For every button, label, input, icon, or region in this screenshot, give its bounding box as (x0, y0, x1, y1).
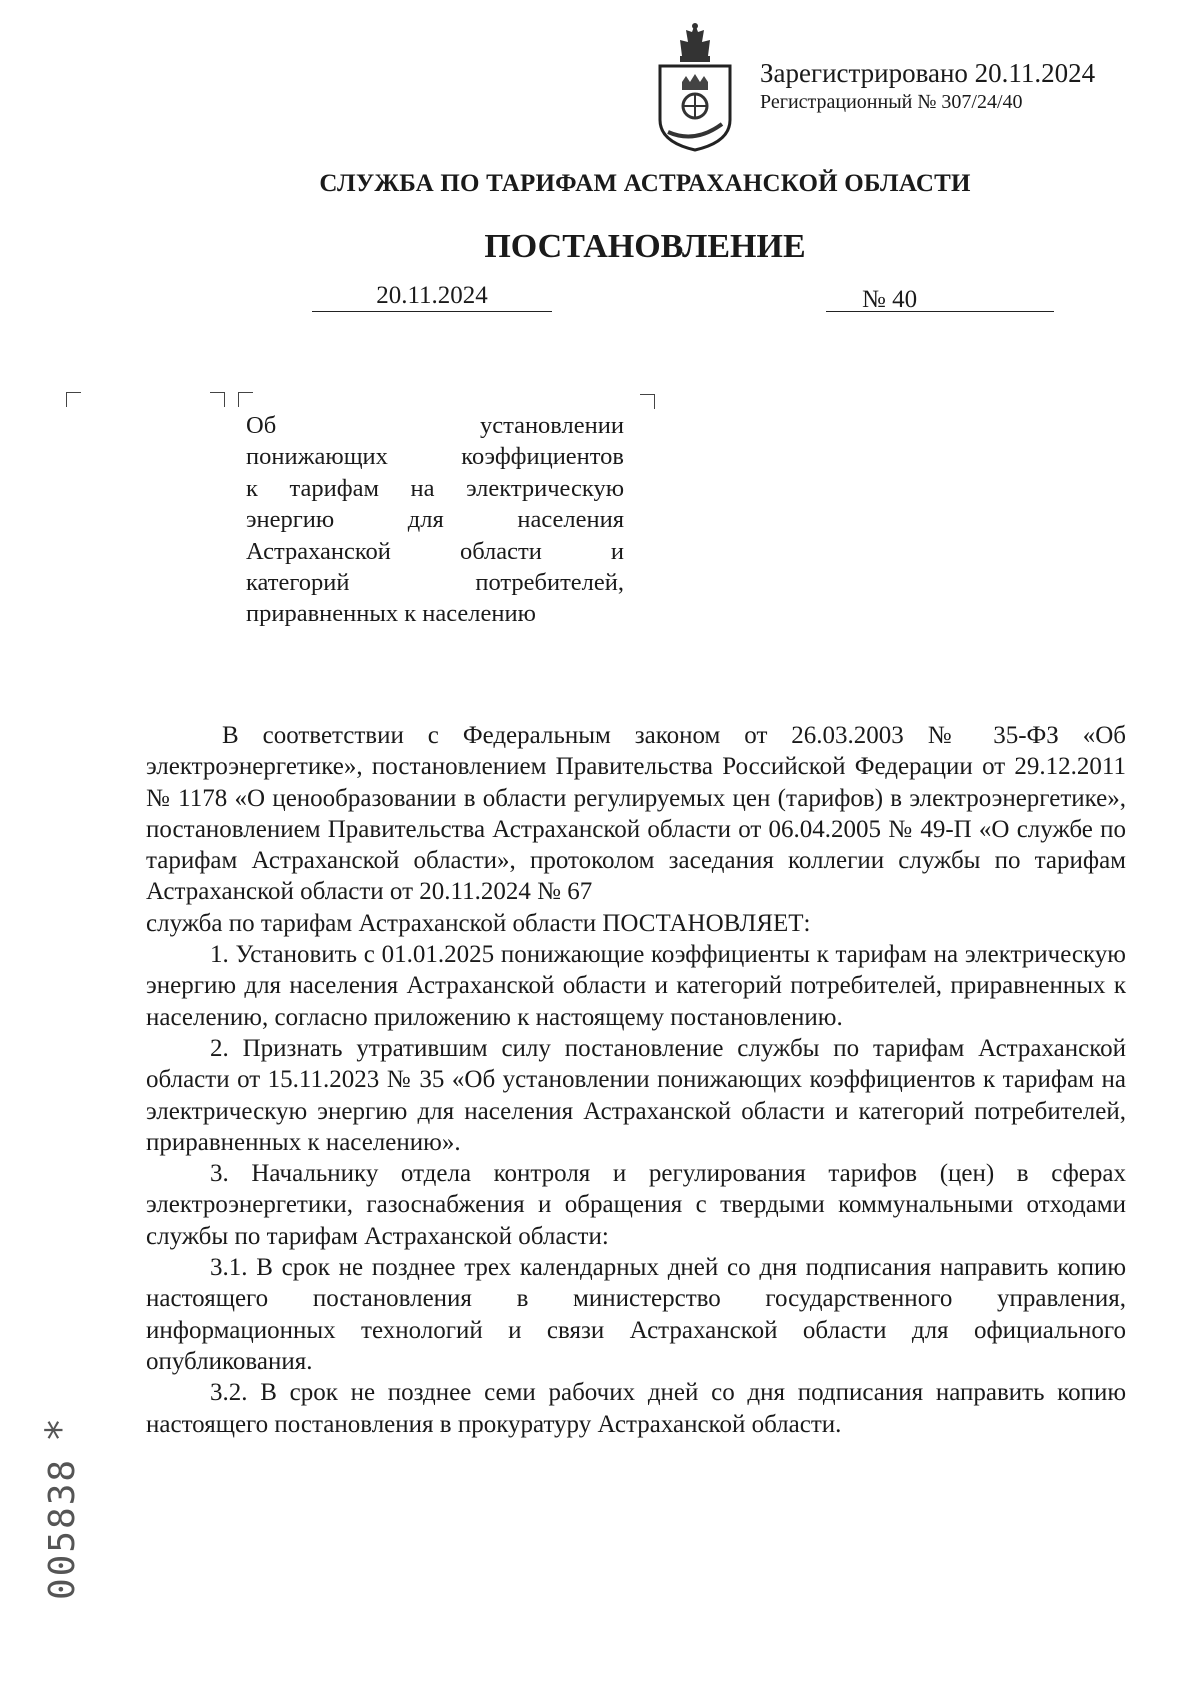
registration-date: Зарегистрировано 20.11.2024 (760, 58, 1096, 88)
subject-line: к тарифам на электрическую (246, 474, 624, 502)
document-date: 20.11.2024 (312, 282, 552, 312)
bracket-corner (66, 392, 81, 407)
clause-2: 2. Признать утратившим силу постановление службы по тарифам Астраханской области от 15.11.2023 № 35 «Об установлении понижающих коэффициентов к тарифам на электрическую энергию для населения Астраханской области и категорий потребителей, приравненных к населению». (146, 1034, 1126, 1156)
document-type: ПОСТАНОВЛЕНИЕ (484, 228, 806, 265)
document-body (146, 720, 1126, 1440)
document-subject (246, 410, 624, 630)
subject-line: понижающих коэффициентов (246, 443, 624, 471)
document-number-field (826, 286, 1054, 315)
bracket-corner (210, 392, 225, 407)
registration-block (760, 58, 1095, 114)
clause-1: 1. Установить с 01.01.2025 понижающие коэффициенты к тарифам на электрическую энергию для населения Астраханской области и категорий потребителей, приравненных к населению, согласно приложению к настоящему постановлению. (146, 941, 1126, 1031)
stamp-mark: * (38, 1415, 84, 1442)
astrakhan-coat-of-arms-icon (652, 20, 738, 154)
stamp-number: 005838 (42, 1457, 83, 1600)
subject-line: приравненных к населению (246, 600, 536, 628)
organization-name: СЛУЖБА ПО ТАРИФАМ АСТРАХАНСКОЙ ОБЛАСТИ (319, 170, 971, 197)
side-stamp (38, 1300, 84, 1600)
document-number: № 40 (862, 286, 918, 313)
preamble-paragraph: В соответствии с Федеральным законом от 26.03.2003 № 35-ФЗ «Об электроэнергетике», постановлением Правительства Российской Федерации от 29.12.2011 № 1178 «О ценообразовании в области регулируемых цен (тарифов) в электроэнергетике», постановлением Правительства Астраханской области от 06.04.2005 № 49-П «О службе по тарифам Астраханской области», протоколом заседания коллегии службы по тарифам Астраханской области от 20.11.2024 № 67 (146, 722, 1126, 906)
clause-3-2: 3.2. В срок не позднее семи рабочих дней со дня подписания направить копию настоящего постановления в прокуратуру Астраханской области. (146, 1379, 1126, 1438)
clause-3-1: 3.1. В срок не позднее трех календарных дней со дня подписания направить копию настоящего постановления в министерство государственного управления, информационных технологий и связи Астраханской области для официального опубликования. (146, 1254, 1126, 1375)
subject-line: Астраханской области и (246, 537, 624, 565)
clause-3: 3. Начальнику отдела контроля и регулирования тарифов (цен) в сферах электроэнергетики, газоснабжения и обращения с твердыми коммунальными отходами службы по тарифам Астраханской области: (146, 1160, 1126, 1250)
bracket-corner (640, 394, 655, 409)
subject-line: категорий потребителей, (246, 569, 624, 597)
subject-line: Об установлении (246, 412, 624, 439)
registration-number: Регистрационный № 307/24/40 (760, 91, 1023, 114)
bracket-corner (238, 392, 253, 407)
subject-line: энергию для населения (246, 506, 624, 534)
resolution-statement: служба по тарифам Астраханской области ПОСТАНОВЛЯЕТ: (146, 909, 811, 937)
